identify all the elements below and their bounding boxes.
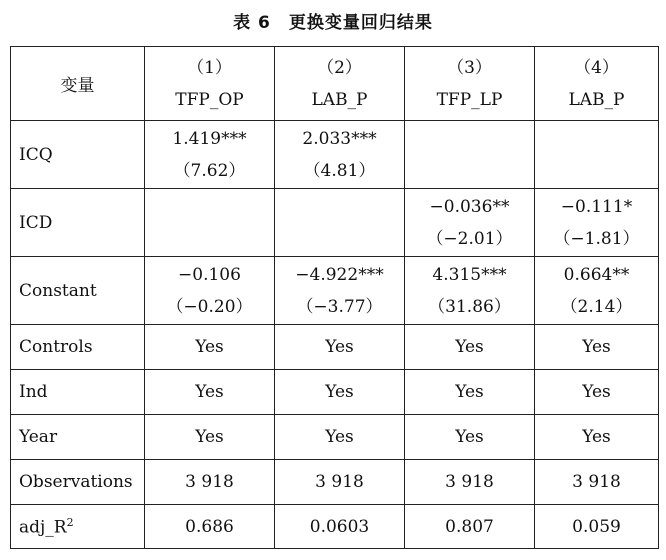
regression-table	[10, 46, 659, 549]
cell-constant-1	[145, 257, 275, 325]
coefficient: −0.111*	[560, 196, 633, 217]
row-label: Ind	[11, 370, 145, 415]
row-ind	[11, 370, 659, 415]
variable-header: 变量	[11, 47, 145, 121]
coefficient: 4.315***	[432, 264, 507, 285]
column-header-1	[145, 47, 275, 121]
row-label: Observations	[11, 460, 145, 505]
coefficient: 1.419***	[172, 128, 247, 149]
cell-icd-1	[145, 189, 275, 257]
t-statistic: （7.62）	[173, 160, 246, 181]
dependent-variable: TFP_OP	[175, 89, 244, 110]
row-icd	[11, 189, 659, 257]
cell-value: Yes	[145, 415, 275, 460]
cell-value: Yes	[405, 415, 535, 460]
header-row	[11, 47, 659, 121]
t-statistic: （−3.77）	[296, 296, 383, 317]
cell-constant-4	[535, 257, 659, 325]
cell-value: Yes	[535, 415, 659, 460]
cell-icq-1	[145, 121, 275, 189]
t-statistic: （−2.01）	[426, 228, 513, 249]
cell-icq-3	[405, 121, 535, 189]
t-statistic: （2.14）	[560, 296, 633, 317]
row-controls	[11, 325, 659, 370]
row-label: Year	[11, 415, 145, 460]
cell-value: Yes	[145, 325, 275, 370]
row-label: Constant	[11, 257, 145, 325]
row-year	[11, 415, 659, 460]
column-number: （4）	[574, 57, 619, 78]
cell-value: 0.059	[535, 505, 659, 549]
column-header-3	[405, 47, 535, 121]
coefficient: 0.664**	[563, 264, 630, 285]
column-header-4	[535, 47, 659, 121]
cell-icd-4	[535, 189, 659, 257]
table-title: 表 6 更换变量回归结果	[233, 13, 433, 33]
dependent-variable: LAB_P	[568, 89, 625, 110]
cell-value: Yes	[145, 370, 275, 415]
row-label: Controls	[11, 325, 145, 370]
cell-value: 0.807	[405, 505, 535, 549]
cell-value: Yes	[535, 370, 659, 415]
row-icq	[11, 121, 659, 189]
t-statistic: （4.81）	[303, 160, 376, 181]
dependent-variable: TFP_LP	[436, 89, 503, 110]
column-header-2	[275, 47, 405, 121]
row-label	[11, 505, 145, 549]
cell-value: 0.0603	[275, 505, 405, 549]
cell-value: 0.686	[145, 505, 275, 549]
row-label: ICQ	[11, 121, 145, 189]
cell-value: 3 918	[405, 460, 535, 505]
cell-value: 3 918	[145, 460, 275, 505]
cell-value: 3 918	[535, 460, 659, 505]
cell-value: Yes	[405, 325, 535, 370]
cell-icd-3	[405, 189, 535, 257]
coefficient: −4.922***	[295, 264, 384, 285]
cell-value: Yes	[275, 415, 405, 460]
cell-value: Yes	[405, 370, 535, 415]
coefficient: −0.036**	[429, 196, 510, 217]
row-constant	[11, 257, 659, 325]
cell-icd-2	[275, 189, 405, 257]
cell-constant-3	[405, 257, 535, 325]
cell-value: Yes	[535, 325, 659, 370]
cell-icq-4	[535, 121, 659, 189]
row-adj-r2	[11, 505, 659, 549]
column-number: （2）	[317, 57, 362, 78]
t-statistic: （−0.20）	[166, 296, 253, 317]
coefficient: 2.033***	[302, 128, 377, 149]
cell-constant-2	[275, 257, 405, 325]
t-statistic: （31.86）	[428, 296, 511, 317]
cell-value: Yes	[275, 325, 405, 370]
column-number: （1）	[187, 57, 232, 78]
row-label-base: adj_R	[19, 517, 67, 538]
row-label-superscript: 2	[66, 515, 74, 529]
coefficient: −0.106	[178, 264, 241, 285]
t-statistic: （−1.81）	[553, 228, 640, 249]
cell-value: 3 918	[275, 460, 405, 505]
cell-icq-2	[275, 121, 405, 189]
column-number: （3）	[447, 57, 492, 78]
dependent-variable: LAB_P	[311, 89, 368, 110]
row-label: ICD	[11, 189, 145, 257]
cell-value: Yes	[275, 370, 405, 415]
row-observations	[11, 460, 659, 505]
